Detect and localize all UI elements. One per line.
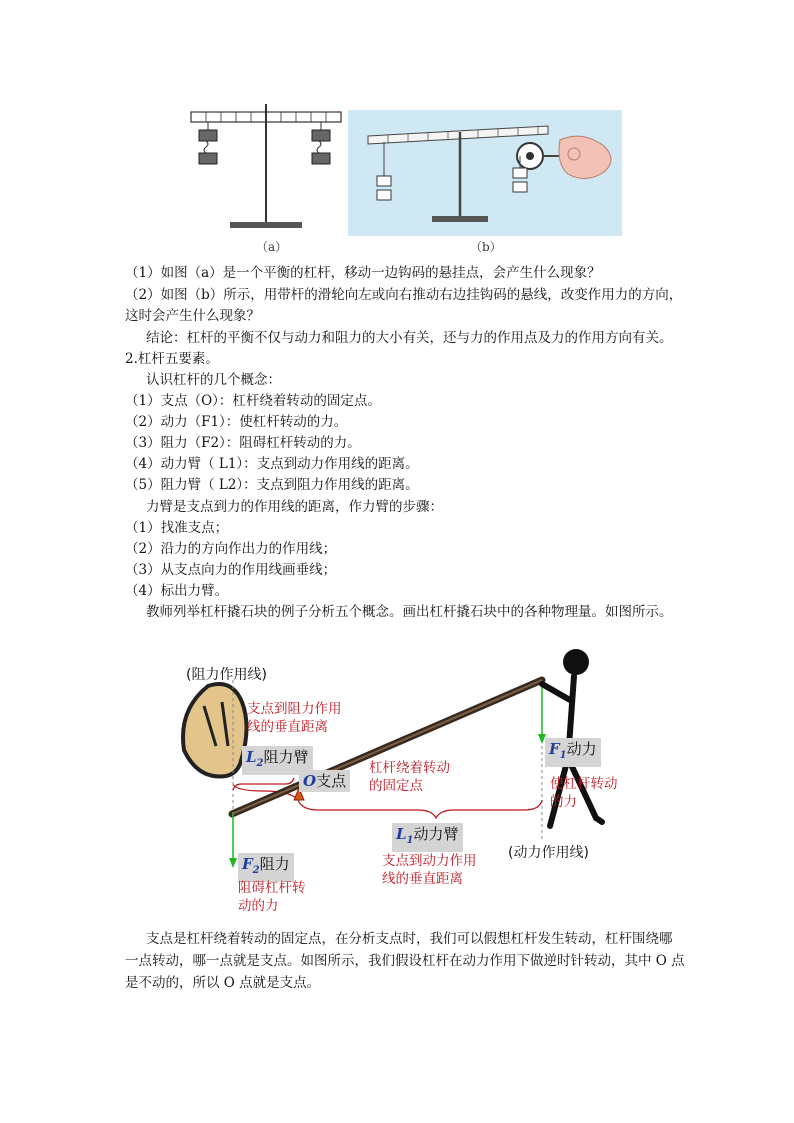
concept-4: （4）动力臂（ L1）：支点到动力作用线的距离。 bbox=[125, 456, 419, 472]
fixed-point-description-1: 杠杆绕着转动 bbox=[369, 760, 450, 776]
question-2-line-2: 这时会产生什么现象？ bbox=[125, 308, 260, 324]
concept-2: （2）动力（F1）：使杠杆转动的力。 bbox=[125, 414, 348, 430]
rock bbox=[183, 684, 247, 776]
section-heading: 2.杠杆五要素。 bbox=[125, 351, 219, 367]
concept-3: （3）阻力（F2）：阻碍杠杆转动的力。 bbox=[125, 435, 361, 451]
l2-description-2: 线的垂直距离 bbox=[247, 719, 328, 735]
f1-description-1: 使杠杆转动 bbox=[550, 776, 618, 792]
figure-b-lever-with-pulley bbox=[348, 110, 622, 236]
l2-symbol: L bbox=[246, 748, 257, 766]
l1-subscript: 1 bbox=[406, 835, 414, 846]
f2-subscript: 2 bbox=[252, 865, 260, 876]
f2-symbol: F bbox=[242, 855, 253, 873]
question-1: （1）如图（a）是一个平衡的杠杆，移动一边钩码的悬挂点，会产生什么现象？ bbox=[125, 265, 601, 281]
f1-symbol: F bbox=[549, 740, 560, 758]
step-1: （1）找准支点； bbox=[125, 520, 229, 536]
closing-paragraph: 支点是杠杆绕着转动的固定点，在分析支点时，我们可以假想杠杆发生转动，杠杆围绕哪一点转动，哪一点就是支点。如图所示，我们假设杠杆在动力作用下做逆时针转动，其中 O 点是不动的，所以 O 点就是支点。 bbox=[125, 931, 685, 991]
f2-description-2: 动的力 bbox=[238, 898, 279, 914]
f1-description-2: 的力 bbox=[550, 794, 577, 810]
concept-5: （5）阻力臂（ L2）：支点到阻力作用线的距离。 bbox=[125, 477, 419, 493]
example-intro: 教师列举杠杆撬石块的例子分析五个概念。画出杠杆撬石块中的各种物理量。如图所示。 bbox=[146, 604, 673, 620]
l1-description-2: 线的垂直距离 bbox=[382, 871, 463, 887]
fixed-point-description-2: 的固定点 bbox=[369, 778, 423, 794]
o-text: 支点 bbox=[316, 772, 347, 790]
effort-line-label: (动力作用线) bbox=[508, 845, 589, 861]
o-label-box bbox=[299, 770, 350, 792]
concept-1: （1）支点（O）：杠杆绕着转动的固定点。 bbox=[125, 393, 381, 409]
l1-description-1: 支点到动力作用 bbox=[382, 853, 477, 869]
l2-description-1: 支点到阻力作用 bbox=[247, 701, 342, 717]
f2-text: 阻力 bbox=[259, 855, 290, 873]
f1-label-box bbox=[545, 738, 601, 767]
concepts-intro: 认识杠杆的几个概念： bbox=[146, 372, 281, 388]
l1-bracket bbox=[298, 800, 542, 818]
f1-text: 动力 bbox=[566, 740, 597, 758]
step-3: （3）从支点向力的作用线画垂线； bbox=[125, 562, 337, 578]
l1-text: 动力臂 bbox=[413, 825, 459, 843]
steps-intro: 力臂是支点到力的作用线的距离，作力臂的步骤： bbox=[146, 499, 443, 515]
step-4: （4）标出力臂。 bbox=[125, 583, 229, 599]
figure-a-balanced-lever bbox=[186, 100, 346, 232]
resistance-line-label: (阻力作用线) bbox=[186, 667, 267, 683]
o-symbol: O bbox=[303, 772, 317, 790]
l1-label-box bbox=[392, 823, 463, 852]
f1-subscript: 1 bbox=[559, 750, 567, 761]
l2-subscript: 2 bbox=[256, 758, 264, 769]
l2-text: 阻力臂 bbox=[263, 748, 309, 766]
question-2-line-1: （2）如图（b）所示，用带杆的滑轮向左或向右推动右边挂钩码的悬线，改变作用力的方向， bbox=[125, 287, 683, 303]
figure-a-caption: （a） bbox=[256, 240, 288, 254]
figure-b-caption: （b） bbox=[470, 240, 502, 254]
conclusion: 结论：杠杆的平衡不仅与动力和阻力的大小有关，还与力的作用点及力的作用方向有关。 bbox=[146, 330, 673, 346]
f2-label-box bbox=[238, 853, 294, 882]
step-2: （2）沿力的方向作出力的作用线； bbox=[125, 541, 337, 557]
f2-description-1: 阻碍杠杆转 bbox=[238, 880, 306, 896]
l1-symbol: L bbox=[396, 825, 407, 843]
